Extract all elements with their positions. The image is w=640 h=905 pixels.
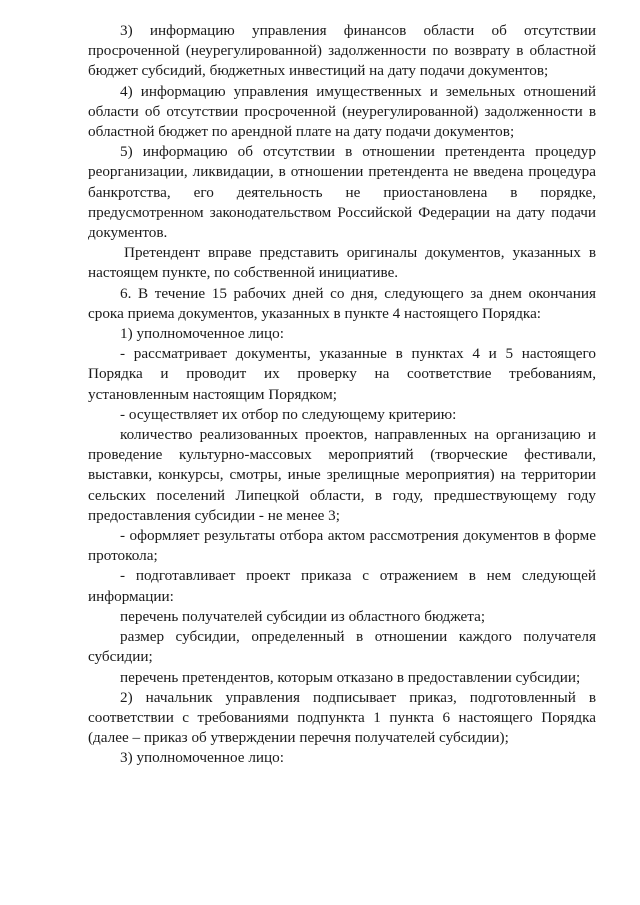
paragraph-subitem-3: 3) уполномоченное лицо:	[120, 749, 284, 767]
paragraph-selection: - осуществляет их отбор по следующему критерию:	[120, 405, 457, 423]
paragraph-subsidy-amount: размер субсидии, определенный в отношении каждого получателя субсидии;	[88, 628, 596, 666]
paragraph-section-6: 6. В течение 15 рабочих дней со дня, следующего за днем окончания срока приема документов, указанных в пункте 4 настоящего Порядка:	[88, 284, 596, 322]
paragraph-item-4: 4) информацию управления имущественных и земельных отношений области об отсутствии просроченной (неурегулированной) задолженности в областной бюджет по арендной плате на дату подачи документов;	[88, 82, 596, 141]
document-page	[88, 21, 596, 769]
paragraph-subitem-2: 2) начальник управления подписывает приказ, подготовленный в соответствии с требованиями подпункта 1 пункта 6 настоящего Порядка (далее – приказ об утверждении перечня получателей субсидии);	[88, 688, 596, 747]
paragraph-subitem-1: 1) уполномоченное лицо:	[120, 325, 284, 343]
paragraph-criterion: количество реализованных проектов, направленных на организацию и проведение культурно-массовых мероприятий (творческие фестивали, выставки, конкурсы, смотры, иные зрелищные мероприятия) на территории сельских поселений Липецкой области, в году, предшествующему году предоставления субсидии - не менее 3;	[88, 426, 596, 524]
paragraph-review-documents: - рассматривает документы, указанные в пунктах 4 и 5 настоящего Порядка и проводит их проверку на соответствие требованиям, установленным настоящим Порядком;	[88, 345, 596, 403]
paragraph-item-5: 5) информацию об отсутствии в отношении претендента процедур реорганизации, ликвидации, в отношении претендента не введена процедура банкротства, его деятельность не приостановлена в порядке, предусмотренном законодательством Российской Федерации на дату подачи документов.	[88, 143, 596, 242]
paragraph-recipients-list: перечень получателей субсидии из областного бюджета;	[120, 607, 486, 625]
paragraph-draft-order: - подготавливает проект приказа с отражением в нем следующей информации:	[88, 567, 596, 605]
paragraph-originals-note: Претендент вправе представить оригиналы документов, указанных в настоящем пункте, по собственной инициативе.	[88, 244, 596, 282]
paragraph-protocol: - оформляет результаты отбора актом рассмотрения документов в форме протокола;	[88, 527, 596, 565]
paragraph-item-3: 3) информацию управления финансов области об отсутствии просроченной (неурегулированной) задолженности по возврату в областной бюджет субсидий, бюджетных инвестиций на дату подачи документов;	[88, 22, 596, 80]
paragraph-rejected-list: перечень претендентов, которым отказано в предоставлении субсидии;	[120, 668, 581, 686]
